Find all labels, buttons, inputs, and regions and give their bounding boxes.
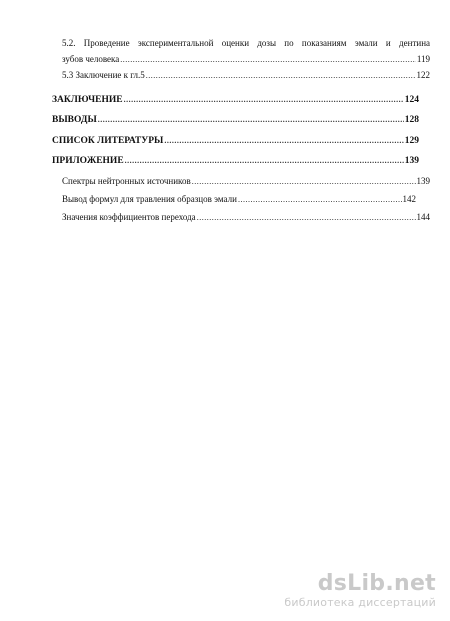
toc-item-5-3[interactable] <box>62 70 430 81</box>
toc-item-title: Вывод формул для травления образцов эмали <box>62 194 237 204</box>
toc-item-5-2-line1: 5.2. Проведение экспериментальной оценки дозы по показаниям эмали и дентина <box>62 38 430 48</box>
toc-page-number: 139 <box>404 156 419 166</box>
toc-item-title: ПРИЛОЖЕНИЕ <box>52 156 124 166</box>
toc-item-title: Спектры нейтронных источников <box>62 176 191 186</box>
toc-item-title: СПИСОК ЛИТЕРАТУРЫ <box>52 136 164 146</box>
toc-appendix-item[interactable] <box>62 176 430 187</box>
toc-page-number: 142 <box>402 194 416 204</box>
leader-dots <box>192 176 416 187</box>
toc-appendix[interactable] <box>52 155 419 167</box>
toc-item-5-2[interactable] <box>62 54 430 65</box>
toc-page-number: 144 <box>416 212 430 222</box>
toc-page-number: 139 <box>416 176 430 186</box>
toc-conclusion[interactable] <box>52 94 419 106</box>
toc-page-number: 124 <box>404 95 419 105</box>
toc-page-number: 122 <box>416 70 430 80</box>
leader-dots <box>146 70 416 81</box>
toc-page-number: 119 <box>416 54 430 64</box>
leader-dots <box>98 114 404 125</box>
toc-page-number: 128 <box>404 115 419 125</box>
toc-item-title: 5.3 Заключение к гл.5 <box>62 70 145 80</box>
watermark-logo: dsLib.net <box>317 571 436 596</box>
toc-item-title: ВЫВОДЫ <box>52 115 97 125</box>
leader-dots <box>124 94 404 105</box>
toc-item-5-2-line2: зубов человека <box>62 54 120 64</box>
site-watermark <box>284 572 436 609</box>
leader-dots <box>164 135 403 146</box>
toc-item-title: Значения коэффициентов перехода <box>62 212 196 222</box>
leader-dots <box>238 194 402 205</box>
toc-appendix-item[interactable] <box>62 194 416 205</box>
toc-appendix-item[interactable] <box>62 212 430 223</box>
toc-findings[interactable] <box>52 114 419 126</box>
toc-item-title: ЗАКЛЮЧЕНИЕ <box>52 95 123 105</box>
watermark-subtitle: библиотека диссертаций <box>284 596 436 609</box>
leader-dots <box>125 155 404 166</box>
leader-dots <box>197 212 416 223</box>
leader-dots <box>120 54 416 65</box>
toc-references[interactable] <box>52 135 419 147</box>
toc-page-number: 129 <box>404 136 419 146</box>
